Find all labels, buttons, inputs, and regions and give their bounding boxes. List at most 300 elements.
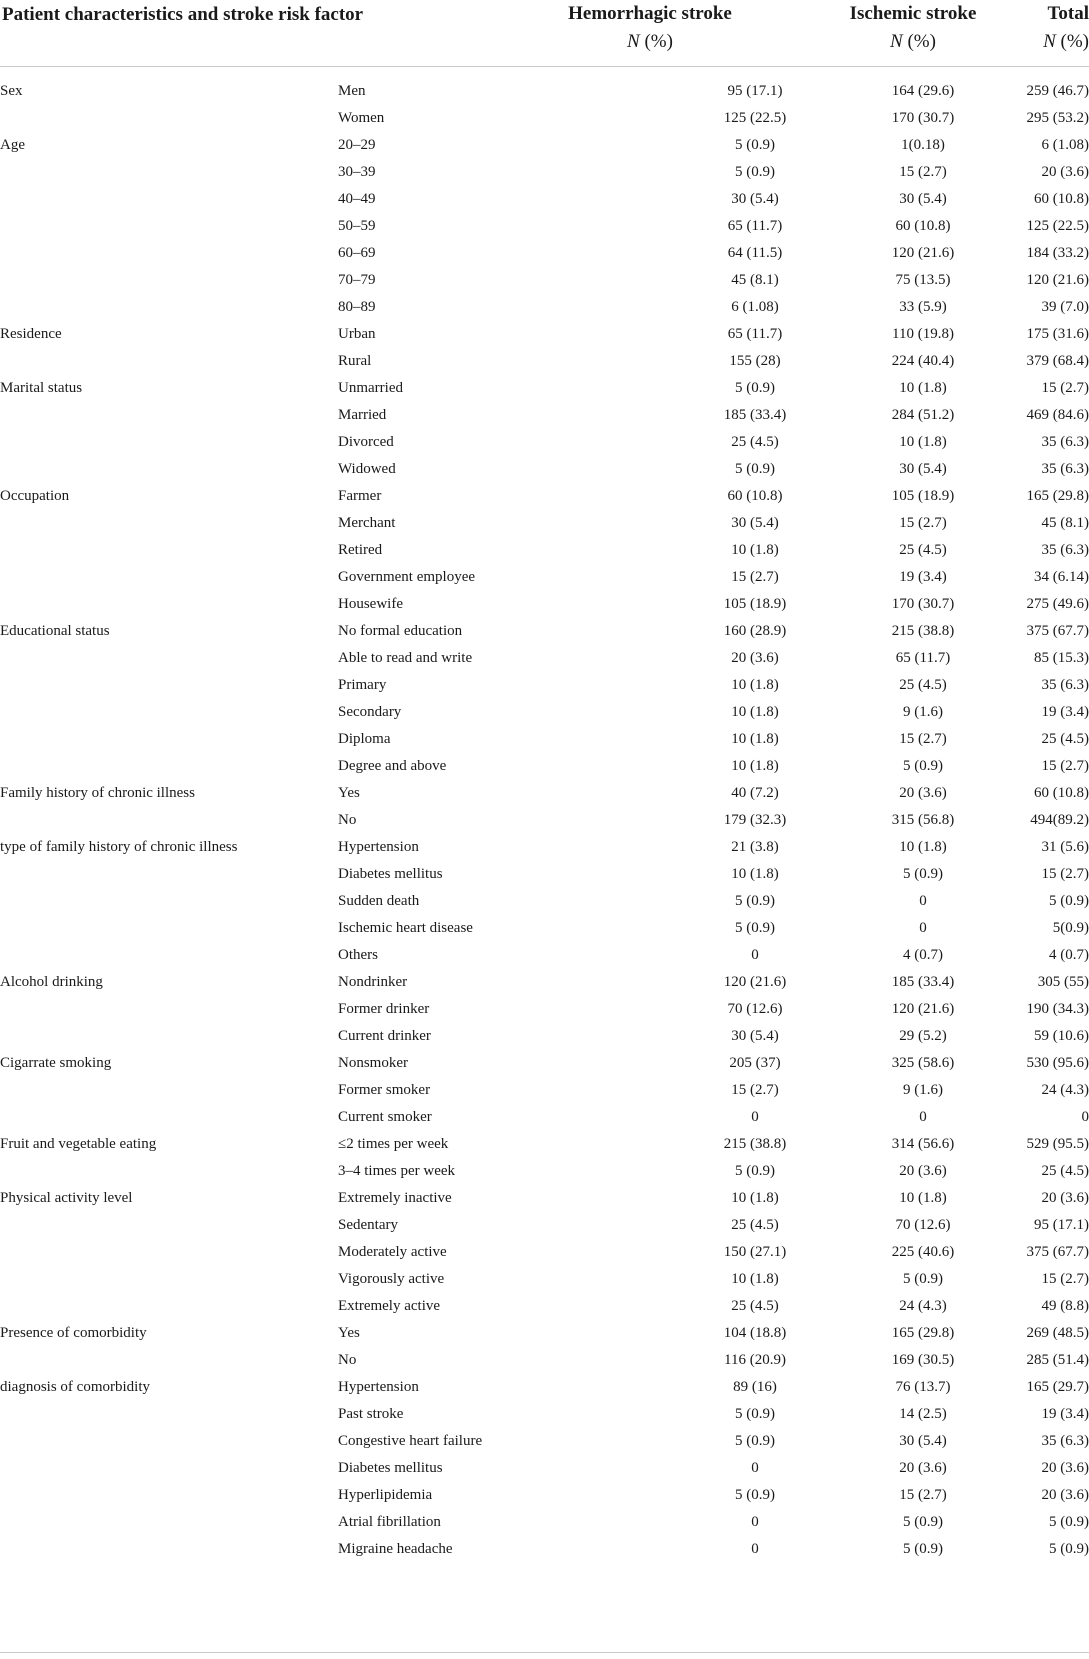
cell-total: 494(89.2) — [1030, 811, 1089, 828]
cell-ischemic: 120 (21.6) — [891, 1000, 955, 1017]
cell-category: Former drinker — [338, 1000, 430, 1017]
table-row — [0, 1400, 1089, 1427]
cell-ischemic: 314 (56.6) — [891, 1135, 955, 1152]
cell-total: 20 (3.6) — [1041, 1189, 1089, 1206]
cell-category: Hypertension — [338, 838, 419, 855]
cell-ischemic: 0 — [919, 919, 927, 936]
cell-characteristic — [0, 158, 338, 185]
table-row — [0, 1157, 1089, 1184]
cell-category: Divorced — [338, 433, 394, 450]
cell-hemorrhagic: 5 (0.9) — [735, 163, 775, 180]
cell-total: 469 (84.6) — [1026, 406, 1089, 423]
table-row — [0, 968, 1089, 995]
cell-ischemic: 30 (5.4) — [899, 190, 947, 207]
cell-hemorrhagic: 6 (1.08) — [731, 298, 779, 315]
cell-category: Extremely inactive — [338, 1189, 452, 1206]
cell-characteristic — [0, 347, 338, 374]
table-row — [0, 1535, 1089, 1562]
cell-hemorrhagic: 65 (11.7) — [727, 217, 783, 234]
cell-hemorrhagic: 0 — [751, 1540, 759, 1557]
table-row — [0, 941, 1089, 968]
cell-characteristic — [0, 1238, 338, 1265]
table-row — [0, 1373, 1089, 1400]
cell-ischemic: 24 (4.3) — [899, 1297, 947, 1314]
cell-hemorrhagic: 116 (20.9) — [724, 1351, 786, 1368]
cell-ischemic: 9 (1.6) — [903, 1081, 943, 1098]
cell-ischemic: 4 (0.7) — [903, 946, 943, 963]
table-row — [0, 914, 1089, 941]
cell-category: Widowed — [338, 460, 396, 477]
cell-characteristic — [0, 752, 338, 779]
cell-category: 70–79 — [338, 271, 376, 288]
cell-category: 50–59 — [338, 217, 376, 234]
table-row — [0, 239, 1089, 266]
cell-total: 285 (51.4) — [1026, 1351, 1089, 1368]
cell-hemorrhagic: 64 (11.5) — [727, 244, 783, 261]
cell-category: 80–89 — [338, 298, 376, 315]
cell-category: Urban — [338, 325, 376, 342]
table-row — [0, 995, 1089, 1022]
cell-category: Yes — [338, 1324, 360, 1341]
cell-ischemic: 170 (30.7) — [891, 109, 955, 126]
cell-hemorrhagic: 5 (0.9) — [735, 460, 775, 477]
cell-category: Others — [338, 946, 378, 963]
header-characteristic: Patient characteristics and stroke risk factor — [2, 4, 364, 25]
cell-characteristic — [0, 104, 338, 131]
cell-ischemic: 169 (30.5) — [891, 1351, 955, 1368]
cell-category: Farmer — [338, 487, 382, 504]
cell-hemorrhagic: 25 (4.5) — [731, 433, 779, 450]
cell-ischemic: 30 (5.4) — [899, 460, 947, 477]
cell-category: Government employee — [338, 568, 476, 585]
cell-hemorrhagic: 155 (28) — [729, 352, 781, 369]
table-row — [0, 725, 1089, 752]
cell-characteristic — [0, 1103, 338, 1130]
table-row — [0, 1022, 1089, 1049]
cell-category: Hypertension — [338, 1378, 419, 1395]
cell-hemorrhagic: 45 (8.1) — [731, 271, 779, 288]
table-body — [0, 77, 1089, 1562]
table-row — [0, 158, 1089, 185]
cell-hemorrhagic: 65 (11.7) — [727, 325, 783, 342]
cell-ischemic: 20 (3.6) — [899, 1162, 947, 1179]
cell-hemorrhagic: 10 (1.8) — [731, 865, 779, 882]
cell-total: 49 (8.8) — [1041, 1297, 1089, 1314]
cell-ischemic: 19 (3.4) — [899, 568, 947, 585]
cell-ischemic: 164 (29.6) — [891, 82, 955, 99]
cell-characteristic — [0, 1346, 338, 1373]
cell-category: No — [338, 1351, 357, 1368]
cell-characteristic — [0, 887, 338, 914]
table-row — [0, 617, 1089, 644]
cell-characteristic — [0, 212, 338, 239]
table-row — [0, 860, 1089, 887]
table-row — [0, 401, 1089, 428]
cell-ischemic: 0 — [919, 1108, 927, 1125]
cell-total: 120 (21.6) — [1026, 271, 1089, 288]
cell-total: 20 (3.6) — [1041, 1459, 1089, 1476]
cell-hemorrhagic: 10 (1.8) — [731, 541, 779, 558]
cell-total: 375 (67.7) — [1026, 622, 1089, 639]
table-row — [0, 104, 1089, 131]
cell-characteristic — [0, 401, 338, 428]
header-hemorrhagic-stroke: Hemorrhagic stroke N (%) — [530, 0, 770, 56]
cell-ischemic: 70 (12.6) — [895, 1216, 951, 1233]
cell-ischemic: 33 (5.9) — [899, 298, 947, 315]
table-row — [0, 1292, 1089, 1319]
cell-category: Retired — [338, 541, 383, 558]
table-row — [0, 1265, 1089, 1292]
cell-total: 85 (15.3) — [1034, 649, 1089, 666]
cell-category: Diabetes mellitus — [338, 1459, 443, 1476]
cell-category: Housewife — [338, 595, 403, 612]
data-table — [0, 77, 1089, 1562]
table-row — [0, 266, 1089, 293]
cell-characteristic: Occupation — [0, 487, 70, 504]
cell-total: 6 (1.08) — [1041, 136, 1089, 153]
table-row — [0, 1319, 1089, 1346]
cell-hemorrhagic: 30 (5.4) — [731, 1027, 779, 1044]
cell-total: 165 (29.8) — [1026, 487, 1089, 504]
cell-hemorrhagic: 150 (27.1) — [723, 1243, 787, 1260]
cell-ischemic: 10 (1.8) — [899, 433, 947, 450]
cell-total: 15 (2.7) — [1041, 865, 1089, 882]
cell-category: Former smoker — [338, 1081, 431, 1098]
cell-total: 59 (10.6) — [1034, 1027, 1089, 1044]
cell-hemorrhagic: 125 (22.5) — [723, 109, 787, 126]
cell-characteristic: Alcohol drinking — [0, 973, 103, 990]
cell-category: Diploma — [338, 730, 391, 747]
cell-ischemic: 15 (2.7) — [899, 1486, 947, 1503]
cell-total: 259 (46.7) — [1026, 82, 1089, 99]
cell-characteristic — [0, 239, 338, 266]
cell-total: 165 (29.7) — [1026, 1378, 1089, 1395]
table-row — [0, 1508, 1089, 1535]
table-row — [0, 833, 1089, 860]
cell-hemorrhagic: 60 (10.8) — [727, 487, 783, 504]
cell-ischemic: 5 (0.9) — [903, 865, 943, 882]
cell-category: Able to read and write — [338, 649, 473, 666]
cell-hemorrhagic: 89 (16) — [733, 1378, 777, 1395]
cell-category: Nonsmoker — [338, 1054, 408, 1071]
cell-category: Atrial fibrillation — [338, 1513, 441, 1530]
cell-total: 0 — [1081, 1108, 1089, 1125]
cell-ischemic: 0 — [919, 892, 927, 909]
table-row — [0, 1427, 1089, 1454]
cell-ischemic: 185 (33.4) — [891, 973, 955, 990]
cell-ischemic: 170 (30.7) — [891, 595, 955, 612]
cell-ischemic: 5 (0.9) — [903, 1270, 943, 1287]
cell-hemorrhagic: 15 (2.7) — [731, 568, 779, 585]
cell-hemorrhagic: 215 (38.8) — [723, 1135, 787, 1152]
cell-hemorrhagic: 105 (18.9) — [723, 595, 787, 612]
table-row — [0, 590, 1089, 617]
cell-total: 19 (3.4) — [1041, 1405, 1089, 1422]
cell-total: 34 (6.14) — [1034, 568, 1089, 585]
cell-ischemic: 1(0.18) — [901, 136, 945, 153]
cell-total: 379 (68.4) — [1026, 352, 1089, 369]
table-row — [0, 185, 1089, 212]
cell-characteristic — [0, 995, 338, 1022]
cell-hemorrhagic: 5 (0.9) — [735, 919, 775, 936]
cell-total: 95 (17.1) — [1034, 1216, 1089, 1233]
cell-total: 530 (95.6) — [1026, 1054, 1089, 1071]
cell-ischemic: 315 (56.8) — [891, 811, 955, 828]
cell-ischemic: 9 (1.6) — [903, 703, 943, 720]
cell-characteristic — [0, 455, 338, 482]
cell-total: 375 (67.7) — [1026, 1243, 1089, 1260]
cell-characteristic — [0, 185, 338, 212]
cell-hemorrhagic: 70 (12.6) — [727, 1000, 783, 1017]
cell-total: 5 (0.9) — [1049, 1540, 1089, 1557]
cell-characteristic: Residence — [0, 325, 62, 342]
cell-characteristic — [0, 1022, 338, 1049]
cell-ischemic: 10 (1.8) — [899, 379, 947, 396]
cell-hemorrhagic: 5 (0.9) — [735, 1486, 775, 1503]
cell-characteristic: Presence of comorbidity — [0, 1324, 147, 1341]
table-row — [0, 752, 1089, 779]
cell-ischemic: 14 (2.5) — [899, 1405, 947, 1422]
table-row — [0, 1184, 1089, 1211]
cell-ischemic: 5 (0.9) — [903, 1540, 943, 1557]
table-row — [0, 455, 1089, 482]
cell-characteristic — [0, 698, 338, 725]
table-row — [0, 374, 1089, 401]
cell-characteristic — [0, 509, 338, 536]
cell-characteristic: Family history of chronic illness — [0, 784, 195, 801]
table-row — [0, 131, 1089, 158]
table-row — [0, 320, 1089, 347]
cell-category: 3–4 times per week — [338, 1162, 456, 1179]
cell-ischemic: 20 (3.6) — [899, 784, 947, 801]
cell-total: 305 (55) — [1037, 973, 1089, 990]
table-row — [0, 671, 1089, 698]
cell-category: Moderately active — [338, 1243, 447, 1260]
table-row — [0, 1130, 1089, 1157]
cell-category: Ischemic heart disease — [338, 919, 473, 936]
cell-characteristic — [0, 1427, 338, 1454]
table-row — [0, 536, 1089, 563]
cell-characteristic: Physical activity level — [0, 1189, 133, 1206]
cell-category: Vigorously active — [338, 1270, 445, 1287]
cell-characteristic — [0, 266, 338, 293]
cell-total: 275 (49.6) — [1026, 595, 1089, 612]
cell-category: Secondary — [338, 703, 402, 720]
cell-total: 5 (0.9) — [1049, 1513, 1089, 1530]
header-divider — [0, 66, 1089, 67]
cell-total: 39 (7.0) — [1041, 298, 1089, 315]
cell-ischemic: 75 (13.5) — [895, 271, 951, 288]
cell-hemorrhagic: 104 (18.8) — [723, 1324, 787, 1341]
cell-ischemic: 110 (19.8) — [892, 325, 954, 342]
cell-hemorrhagic: 10 (1.8) — [731, 676, 779, 693]
cell-hemorrhagic: 5 (0.9) — [735, 136, 775, 153]
cell-total: 15 (2.7) — [1041, 757, 1089, 774]
cell-ischemic: 25 (4.5) — [899, 541, 947, 558]
cell-characteristic: Fruit and vegetable eating — [0, 1135, 157, 1152]
cell-hemorrhagic: 0 — [751, 1459, 759, 1476]
cell-characteristic: diagnosis of comorbidity — [0, 1378, 150, 1395]
cell-total: 35 (6.3) — [1041, 433, 1089, 450]
cell-ischemic: 76 (13.7) — [895, 1378, 951, 1395]
cell-characteristic — [0, 644, 338, 671]
cell-hemorrhagic: 30 (5.4) — [731, 514, 779, 531]
cell-hemorrhagic: 10 (1.8) — [731, 1189, 779, 1206]
cell-category: No — [338, 811, 357, 828]
cell-category: Migraine headache — [338, 1540, 453, 1557]
cell-characteristic — [0, 1454, 338, 1481]
cell-total: 60 (10.8) — [1034, 190, 1089, 207]
table-row — [0, 779, 1089, 806]
header-total-unit: N (%) — [1043, 31, 1089, 52]
cell-characteristic: Sex — [0, 82, 23, 99]
cell-characteristic — [0, 1508, 338, 1535]
cell-category: Married — [338, 406, 387, 423]
cell-total: 269 (48.5) — [1026, 1324, 1089, 1341]
cell-total: 175 (31.6) — [1026, 325, 1089, 342]
cell-category: Diabetes mellitus — [338, 865, 443, 882]
cell-total: 24 (4.3) — [1041, 1081, 1089, 1098]
cell-hemorrhagic: 0 — [751, 1513, 759, 1530]
cell-ischemic: 120 (21.6) — [891, 244, 955, 261]
cell-category: Rural — [338, 352, 372, 369]
cell-hemorrhagic: 40 (7.2) — [731, 784, 779, 801]
cell-total: 15 (2.7) — [1041, 1270, 1089, 1287]
cell-category: No formal education — [338, 622, 463, 639]
cell-characteristic — [0, 1481, 338, 1508]
cell-category: Unmarried — [338, 379, 403, 396]
cell-ischemic: 15 (2.7) — [899, 163, 947, 180]
cell-total: 35 (6.3) — [1041, 541, 1089, 558]
cell-hemorrhagic: 205 (37) — [729, 1054, 781, 1071]
cell-total: 45 (8.1) — [1041, 514, 1089, 531]
cell-category: Sedentary — [338, 1216, 398, 1233]
cell-ischemic: 325 (58.6) — [891, 1054, 955, 1071]
cell-characteristic: type of family history of chronic illness — [0, 838, 238, 855]
table-bottom-rule — [0, 1652, 1089, 1653]
cell-hemorrhagic: 5 (0.9) — [735, 1405, 775, 1422]
cell-hemorrhagic: 160 (28.9) — [723, 622, 787, 639]
cell-total: 25 (4.5) — [1041, 730, 1089, 747]
cell-hemorrhagic: 5 (0.9) — [735, 1432, 775, 1449]
table-row — [0, 698, 1089, 725]
cell-category: Current drinker — [338, 1027, 431, 1044]
cell-total: 295 (53.2) — [1026, 109, 1089, 126]
cell-total: 31 (5.6) — [1041, 838, 1089, 855]
header-hemorrhagic-unit: N (%) — [627, 31, 673, 52]
cell-ischemic: 15 (2.7) — [899, 730, 947, 747]
cell-category: Nondrinker — [338, 973, 408, 990]
cell-hemorrhagic: 15 (2.7) — [731, 1081, 779, 1098]
cell-characteristic — [0, 563, 338, 590]
cell-characteristic — [0, 293, 338, 320]
cell-category: ≤2 times per week — [338, 1135, 449, 1152]
cell-category: Congestive heart failure — [338, 1432, 483, 1449]
cell-characteristic — [0, 725, 338, 752]
cell-total: 60 (10.8) — [1034, 784, 1089, 801]
table-row — [0, 347, 1089, 374]
cell-ischemic: 225 (40.6) — [891, 1243, 955, 1260]
cell-ischemic: 105 (18.9) — [891, 487, 955, 504]
cell-category: Men — [338, 82, 366, 99]
cell-category: Degree and above — [338, 757, 447, 774]
cell-ischemic: 165 (29.8) — [891, 1324, 955, 1341]
table-row — [0, 1211, 1089, 1238]
table-row — [0, 212, 1089, 239]
cell-total: 35 (6.3) — [1041, 460, 1089, 477]
cell-characteristic — [0, 590, 338, 617]
cell-hemorrhagic: 10 (1.8) — [731, 730, 779, 747]
cell-ischemic: 20 (3.6) — [899, 1459, 947, 1476]
table-row — [0, 509, 1089, 536]
cell-characteristic — [0, 1157, 338, 1184]
cell-total: 184 (33.2) — [1026, 244, 1089, 261]
table-row — [0, 1481, 1089, 1508]
cell-characteristic — [0, 1265, 338, 1292]
cell-characteristic: Age — [0, 136, 25, 153]
cell-ischemic: 215 (38.8) — [891, 622, 955, 639]
cell-ischemic: 224 (40.4) — [891, 352, 955, 369]
cell-characteristic — [0, 671, 338, 698]
cell-characteristic: Educational status — [0, 622, 110, 639]
cell-hemorrhagic: 25 (4.5) — [731, 1297, 779, 1314]
cell-total: 4 (0.7) — [1049, 946, 1089, 963]
cell-category: Merchant — [338, 514, 396, 531]
cell-characteristic: Cigarrate smoking — [0, 1054, 112, 1071]
cell-characteristic — [0, 941, 338, 968]
cell-ischemic: 10 (1.8) — [899, 1189, 947, 1206]
cell-category: Sudden death — [338, 892, 420, 909]
cell-hemorrhagic: 5 (0.9) — [735, 1162, 775, 1179]
cell-hemorrhagic: 185 (33.4) — [723, 406, 787, 423]
cell-total: 20 (3.6) — [1041, 163, 1089, 180]
cell-ischemic: 29 (5.2) — [899, 1027, 947, 1044]
cell-category: Women — [338, 109, 385, 126]
table-row — [0, 1346, 1089, 1373]
header-ischemic-unit: N (%) — [890, 31, 936, 52]
cell-total: 125 (22.5) — [1026, 217, 1089, 234]
cell-ischemic: 5 (0.9) — [903, 1513, 943, 1530]
cell-ischemic: 60 (10.8) — [895, 217, 951, 234]
cell-characteristic — [0, 806, 338, 833]
cell-hemorrhagic: 95 (17.1) — [727, 82, 783, 99]
table-row — [0, 563, 1089, 590]
cell-category: 20–29 — [338, 136, 376, 153]
cell-total: 25 (4.5) — [1041, 1162, 1089, 1179]
cell-characteristic — [0, 536, 338, 563]
table-row — [0, 428, 1089, 455]
table-row — [0, 1049, 1089, 1076]
cell-characteristic: Marital status — [0, 379, 83, 396]
cell-ischemic: 5 (0.9) — [903, 757, 943, 774]
cell-category: 60–69 — [338, 244, 376, 261]
table-row — [0, 1103, 1089, 1130]
table-row — [0, 806, 1089, 833]
cell-characteristic — [0, 1535, 338, 1562]
cell-characteristic — [0, 1211, 338, 1238]
cell-total: 35 (6.3) — [1041, 676, 1089, 693]
cell-category: Hyperlipidemia — [338, 1486, 433, 1503]
cell-characteristic — [0, 860, 338, 887]
cell-total: 19 (3.4) — [1041, 703, 1089, 720]
header-total: Total N (%) — [1007, 0, 1089, 56]
table-row — [0, 77, 1089, 104]
cell-category: 40–49 — [338, 190, 376, 207]
table-row — [0, 1076, 1089, 1103]
table-row — [0, 1454, 1089, 1481]
cell-hemorrhagic: 10 (1.8) — [731, 757, 779, 774]
cell-category: Past stroke — [338, 1405, 404, 1422]
